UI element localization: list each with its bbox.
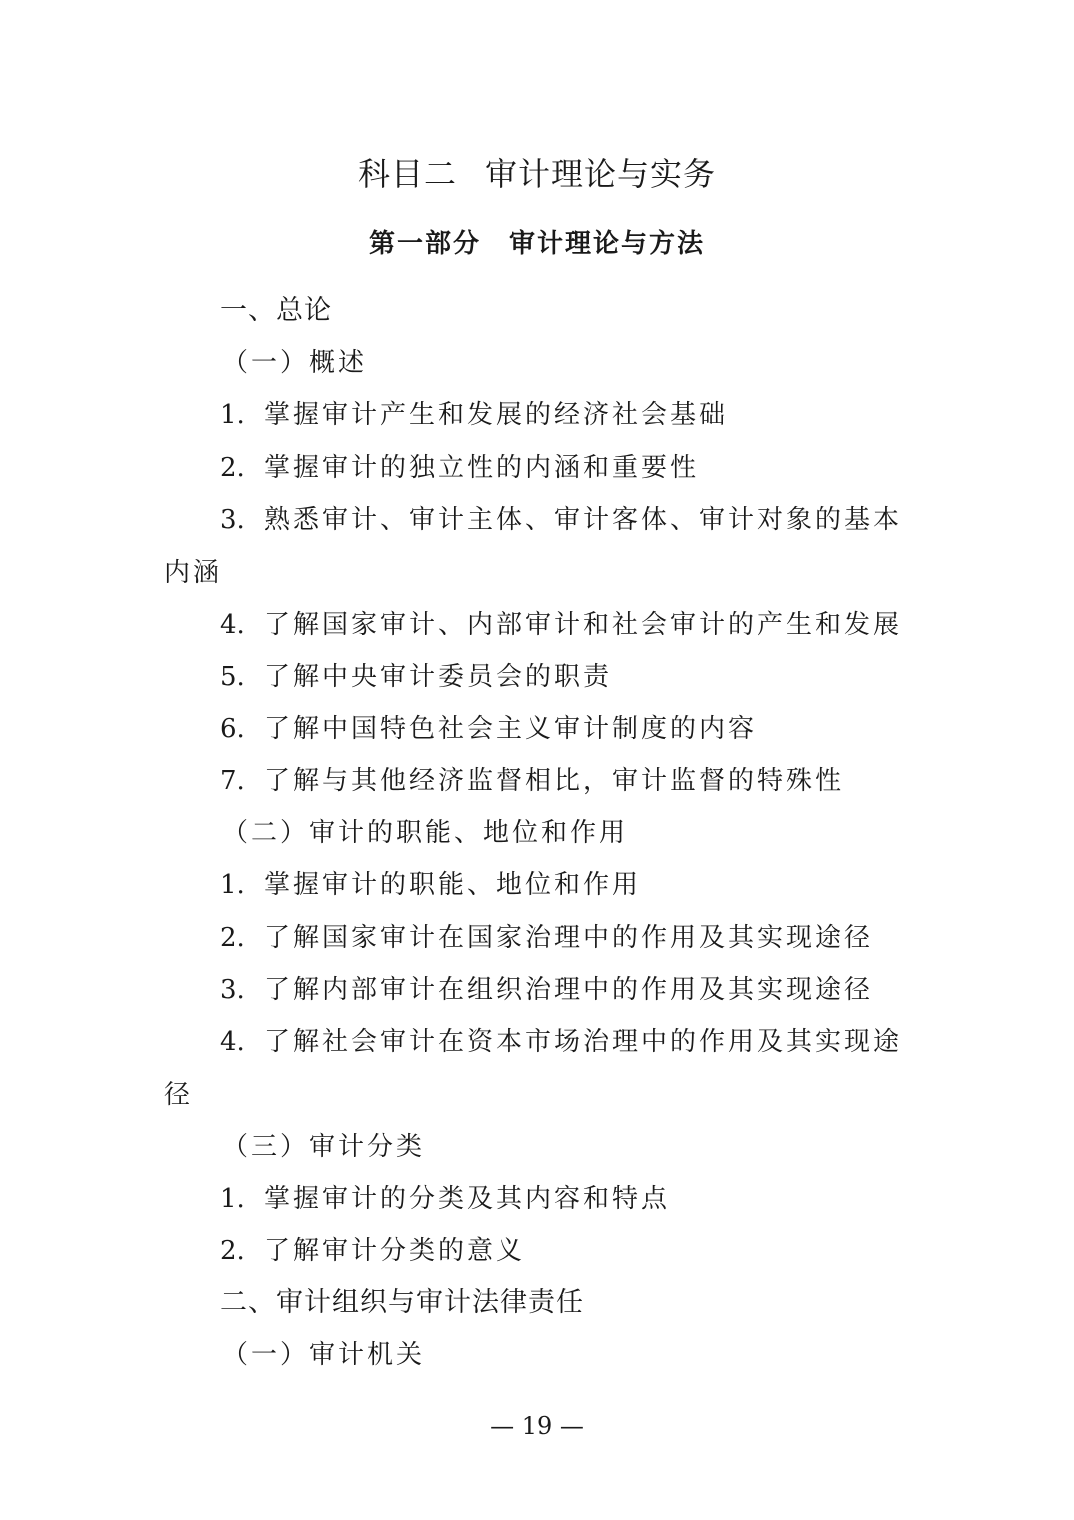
list-item-number: 7. <box>220 766 245 796</box>
part-name: 审计理论与方法 <box>509 229 706 259</box>
list-item-number: 1. <box>220 870 245 900</box>
list-item-text: 了解内部审计在组织治理中的作用及其实现途径 <box>264 975 874 1005</box>
list-item <box>220 500 902 540</box>
subsection-overview: （一）概述 <box>222 348 368 378</box>
section-heading-organization: 二、审计组织与审计法律责任 <box>220 1287 584 1318</box>
list-item-number: 1. <box>220 400 245 430</box>
list-item <box>220 395 728 435</box>
list-item-text: 熟悉审计、审计主体、审计客体、审计对象的基本 <box>264 505 903 535</box>
list-item-number: 4. <box>220 1027 245 1057</box>
list-item-text: 掌握审计的分类及其内容和特点 <box>264 1184 671 1214</box>
list-item <box>220 761 844 801</box>
list-item-number: 3. <box>220 975 245 1005</box>
list-item-text: 了解审计分类的意义 <box>264 1236 526 1266</box>
list-item-number: 2. <box>220 1236 245 1266</box>
list-item <box>220 970 873 1010</box>
list-item-text: 掌握审计的职能、地位和作用 <box>264 870 642 900</box>
list-item-number: 3. <box>220 505 245 535</box>
list-item <box>220 918 873 958</box>
list-item-text: 了解与其他经济监督相比，审计监督的特殊性 <box>264 766 845 796</box>
list-item-text: 掌握审计的独立性的内涵和重要性 <box>264 453 700 483</box>
list-item-number: 2. <box>220 923 245 953</box>
section-heading-general: 一、总论 <box>220 295 332 326</box>
subsection-audit-institutions: （一）审计机关 <box>222 1340 426 1370</box>
title-subject-number: 科目二 <box>357 155 457 193</box>
list-item-number: 6. <box>220 714 245 744</box>
list-item-number: 2. <box>220 453 245 483</box>
page-number: — 19 — <box>490 1412 584 1440</box>
list-item <box>220 1022 902 1062</box>
list-item-number: 4. <box>220 610 245 640</box>
list-item <box>220 865 641 905</box>
list-item <box>220 448 699 488</box>
list-item-text: 了解中央审计委员会的职责 <box>264 662 613 692</box>
title-subject-name: 审计理论与实务 <box>485 155 717 193</box>
list-item <box>220 1179 670 1219</box>
list-item-text: 掌握审计产生和发展的经济社会基础 <box>264 400 729 430</box>
list-item <box>220 709 757 749</box>
subsection-functions: （二）审计的职能、地位和作用 <box>222 818 629 848</box>
list-item-number: 1. <box>220 1184 245 1214</box>
list-item-number: 5. <box>220 662 245 692</box>
list-item <box>220 1231 525 1271</box>
list-item-text: 了解国家审计在国家治理中的作用及其实现途径 <box>264 923 874 953</box>
list-item <box>220 657 612 697</box>
list-item-continuation: 径 <box>164 1080 194 1110</box>
document-title <box>0 150 1074 198</box>
part-number: 第一部分 <box>368 229 481 259</box>
list-item-text: 了解国家审计、内部审计和社会审计的产生和发展 <box>264 610 903 640</box>
list-item-text: 了解社会审计在资本市场治理中的作用及其实现途 <box>264 1027 903 1057</box>
list-item-text: 了解中国特色社会主义审计制度的内容 <box>264 714 758 744</box>
list-item-continuation: 内涵 <box>164 558 223 588</box>
part-heading <box>0 222 1074 266</box>
subsection-classification: （三）审计分类 <box>222 1132 426 1162</box>
list-item <box>220 605 902 645</box>
